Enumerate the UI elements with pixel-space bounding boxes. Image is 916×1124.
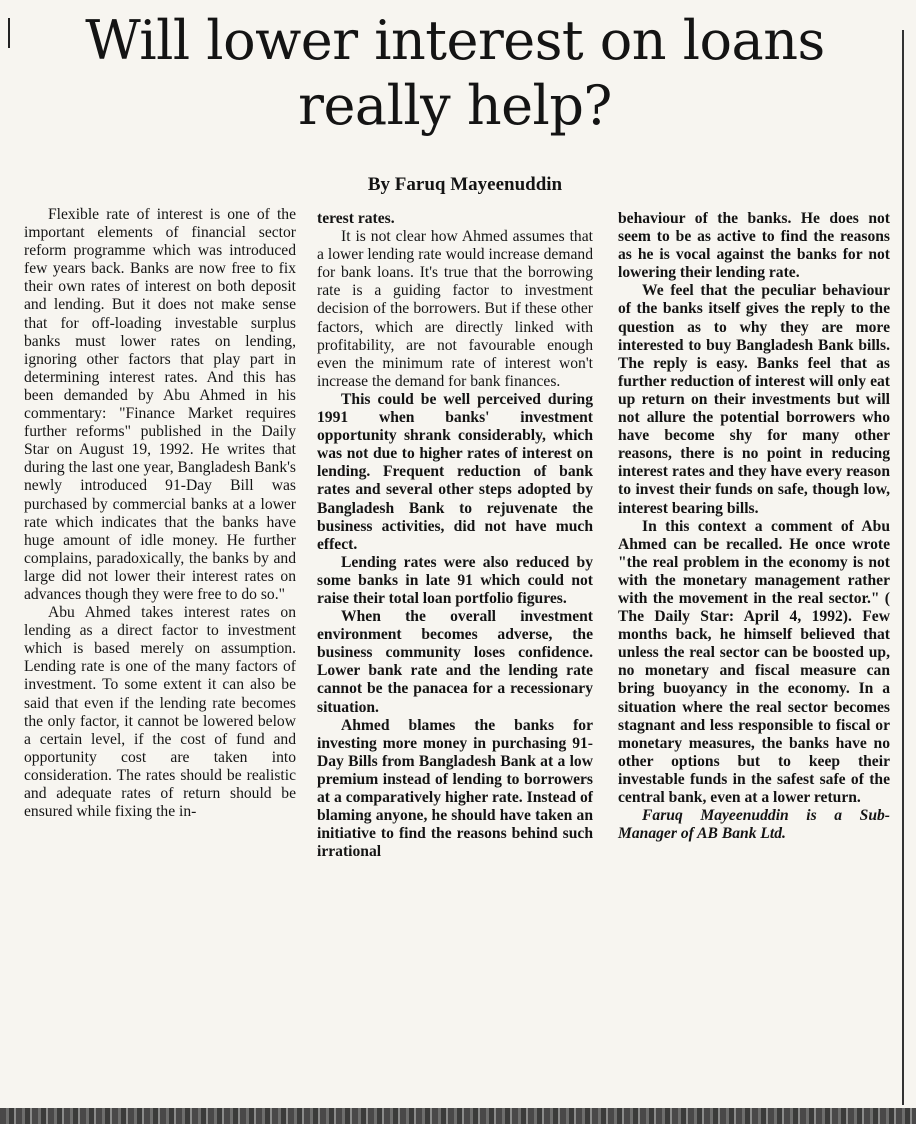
article-column-1 (24, 206, 296, 821)
paragraph: Lending rates were also reduced by some banks in late 91 which could not raise their total loan portfolio figures. (317, 553, 593, 607)
paragraph: It is not clear how Ahmed assumes that a lower lending rate would increase demand for bank loans. It's true that the borrowing rate is a guiding factor to investment decision of the borrowers. But if these other factors, which are directly linked with profitability, are not favourable enough even the minimum rate of interest won't increase the demand for bank finances. (317, 228, 593, 390)
article-headline: Will lower interest on loans really help? (85, 9, 825, 137)
paragraph: Flexible rate of interest is one of the important elements of financial sector reform programme which was introduced few years back. Banks are now free to fix their own rates of interest on both deposit and lending. But it does not make sense that for off-loading investable surplus banks must lower rates on lending, ignoring other factors that play part in determining interest rates. And this has been demanded by Abu Ahmed in his commentary: "Finance Market requires further reforms" published in the Daily Star on August 19, 1992. He writes that during the last one year, Bangladesh Bank's newly introduced 91-Day Bill was purchased by commercial banks at a lower rate which indicates that the banks have huge amount of idle money. He further complains, paradoxically, the banks by and large did not lower their interest rates on advances though they were free to do so." (24, 206, 296, 603)
author-credit: Faruq Mayeenuddin is a Sub-Manager of AB Bank Ltd. (618, 807, 890, 843)
paragraph: We feel that the peculiar behaviour of the banks itself gives the reply to the question as to why they are more interested to buy Bangladesh Bank bills. The reply is easy. Banks feel that as further reduction of interest will only eat up return on their investments but will not allure the potential borrowers who have become shy for many other reasons, there is no point in reducing interest rates and they have every reason to invest their funds on safe, though low, interest bearing bills. (618, 282, 890, 517)
page-bottom-edge (0, 1108, 916, 1124)
paragraph: Abu Ahmed takes interest rates on lending as a direct factor to investment which is based merely on assumption. Lending rate is one of the many factors of investment. To some extent it can also be said that even if the lending rate becomes the only factor, it cannot be lowered below a certain level, if the cost of fund and opportunity cost are taken into consideration. The rates should be realistic and adequate rates of return should be ensured while fixing the in- (24, 604, 296, 821)
paragraph: This could be well perceived during 1991 when banks' investment opportunity shrank considerably, which was not due to higher rates of interest on lending. Frequent reduction of bank rates and several other steps adopted by Bangladesh Bank to rejuvenate the business activities, did not have much effect. (317, 390, 593, 553)
article-byline: By Faruq Mayeenuddin (367, 174, 563, 195)
paragraph: behaviour of the banks. He does not seem to be as active to find the reasons as he is vocal against the banks for not lowering their lending rate. (618, 210, 890, 282)
paragraph: Ahmed blames the banks for investing more money in purchasing 91-Day Bills from Bangladesh Bank at a low premium instead of lending to borrowers at a comparatively higher rate. Instead of blaming anyone, he should have taken an initiative to find the reasons behind such irrational (317, 716, 593, 861)
article-column-3 (618, 210, 890, 843)
paragraph: terest rates. (317, 210, 395, 227)
left-column-rule (8, 18, 10, 48)
article-column-2 (317, 210, 593, 861)
paragraph: When the overall investment environment becomes adverse, the business community loses confidence. Lower bank rate and the lending rate cannot be the panacea for a recessionary situation. (317, 608, 593, 716)
paragraph: In this context a comment of Abu Ahmed can be recalled. He once wrote "the real problem in the economy is not with the monetary management rather with the movement in the real sector." ( The Daily Star: April 4, 1992). Few months back, he himself believed that unless the real sector can be boosted up, no monetary and fiscal measure can bring buoyancy in the economy. In a situation where the real sector becomes stagnant and less responsible to fiscal or monetary measures, the banks have no other options but to keep their investable funds in the safest safe of the central bank, even at a lower return. (618, 517, 890, 806)
